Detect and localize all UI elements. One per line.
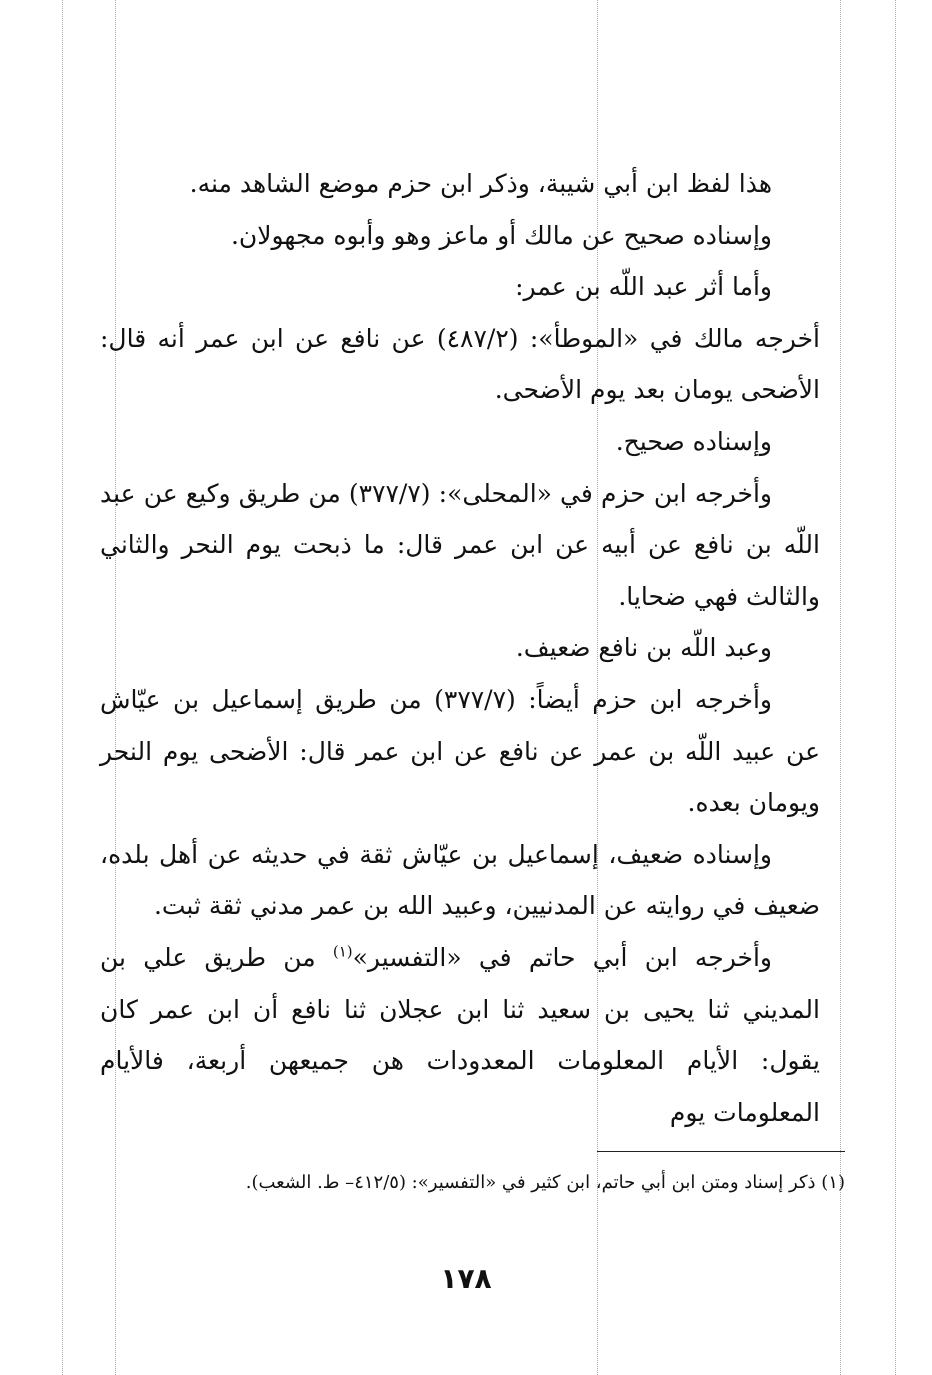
footnote-text: ذكر إسناد ومتن ابن أبي حاتم، ابن كثير في «التفسير»: (٤١٢/٥– ط. الشعب).	[245, 1172, 822, 1193]
paragraph-with-footnote-ref	[100, 932, 820, 1138]
footnote-separator	[597, 1151, 845, 1152]
main-text	[100, 158, 820, 1138]
paragraph: وإسناده ضعيف، إسماعيل بن عيّاش ثقة في حديثه عن أهل بلده، ضعيف في روايته عن المدنيين، وعبيد الله بن عمر مدني ثقة ثبت.	[100, 839, 820, 921]
scan-guide-line	[62, 0, 63, 1375]
paragraph: أخرجه مالك في «الموطأ»: (٤٨٧/٢) عن نافع عن ابن عمر أنه قال: الأضحى يومان بعد يوم الأضحى.	[100, 323, 820, 405]
paragraph-text: وأخرجه ابن أبي حاتم في «التفسير»	[352, 942, 772, 972]
footnote	[100, 1170, 845, 1196]
paragraph: وإسناده صحيح عن مالك أو ماعز وهو وأبوه مجهولان.	[230, 220, 772, 250]
page-number: ١٧٨	[440, 1262, 492, 1295]
paragraph: وإسناده صحيح.	[615, 426, 772, 456]
paragraph: هذا لفظ ابن أبي شيبة، وذكر ابن حزم موضع الشاهد منه.	[189, 169, 772, 198]
paragraph: وعبد اللّه بن نافع ضعيف.	[515, 633, 772, 663]
scan-guide-line	[840, 0, 841, 1375]
paragraph: وأخرجه ابن حزم أيضاً: (٣٧٧/٧) من طريق إسماعيل بن عيّاش عن عبيد اللّه بن عمر عن نافع عن ابن عمر قال: الأضحى يوم النحر ويومان بعده.	[100, 684, 820, 818]
footnote-reference[interactable]: (١)	[332, 942, 353, 961]
paragraph: وأما أثر عبد اللّه بن عمر:	[515, 272, 772, 302]
scan-guide-line	[895, 0, 896, 1375]
paragraph-text: من طريق علي بن المديني ثنا يحيى بن سعيد ثنا ابن عجلان ثنا نافع أن ابن عمر كان يقول: الأيام المعلومات المعدودات هن جميعهن أربعة، فالأيام المعلومات يوم	[100, 942, 820, 1127]
footnote-number: (١)	[821, 1172, 845, 1193]
paragraph: وأخرجه ابن حزم في «المحلى»: (٣٧٧/٧) من طريق وكيع عن عبد اللّه بن نافع عن أبيه عن ابن عمر قال: ما ذبحت يوم النحر والثاني والثالث فهي ضحايا.	[100, 478, 820, 611]
